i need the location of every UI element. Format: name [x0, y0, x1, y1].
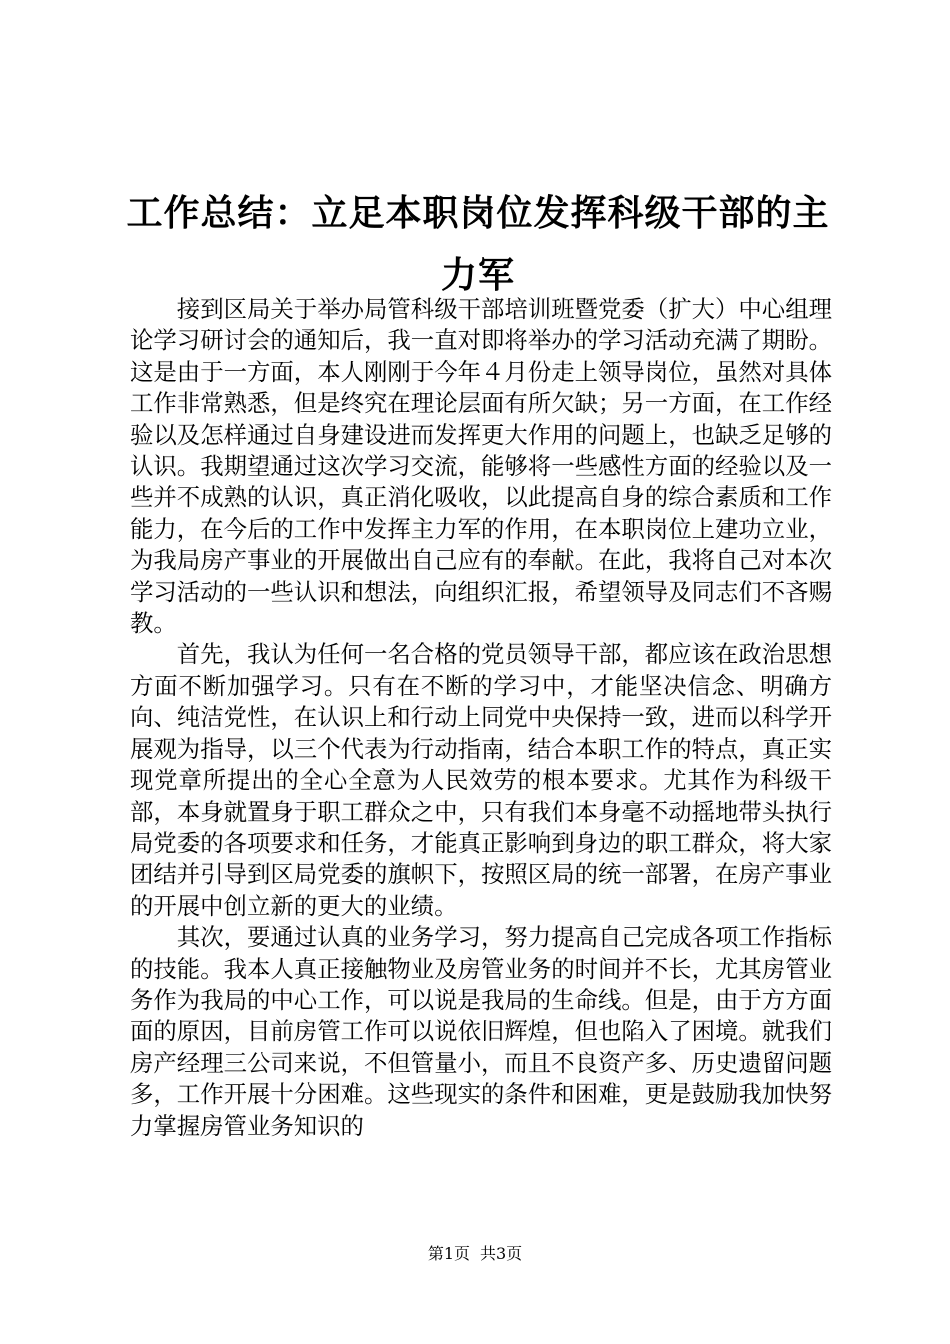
document-title: 工作总结：立足本职岗位发挥科级干部的主力军 — [126, 192, 830, 296]
paragraph: 首先，我认为任何一名合格的党员领导干部，都应该在政治思想方面不断加强学习。只有在不断的学习中，才能坚决信念、明确方向、纯洁党性，在认识上和行动上同党中央保持一致，进而以科学开展观为指导，以三个代表为行动指南，结合本职工作的特点，真正实现党章所提出的全心全意为人民效劳的根本要求。尤其作为科级干部，本身就置身于职工群众之中，只有我们本身毫不动摇地带头执行局党委的各项要求和任务，才能真正影响到身边的职工群众，将大家团结并引导到区局党委的旗帜下，按照区局的统一部署，在房产事业的开展中创立新的更大的业绩。 — [130, 640, 832, 920]
paragraph: 其次，要通过认真的业务学习，努力提高自己完成各项工作指标的技能。我本人真正接触物业及房管业务的时间并不长，尤其房管业务作为我局的中心工作，可以说是我局的生命线。但是，由于方方面面的原因，目前房管工作可以说依旧辉煌，但也陷入了困境。就我们房产经理三公司来说，不但管量小，而且不良资产多、历史遗留问题多，工作开展十分困难。这些现实的条件和困难，更是鼓励我加快努力掌握房管业务知识的 — [130, 923, 832, 1140]
document-body — [130, 294, 832, 1142]
page-number-current: 第1页 — [427, 1244, 470, 1263]
page-number-total: 共3页 — [480, 1244, 523, 1263]
paragraph: 接到区局关于举办局管科级干部培训班暨党委（扩大）中心组理论学习研讨会的通知后，我一直对即将举办的学习活动充满了期盼。这是由于一方面，本人刚刚于今年４月份走上领导岗位，虽然对具体工作非常熟悉，但是终究在理论层面有所欠缺；另一方面，在工作经验以及怎样通过自身建设进而发挥更大作用的问题上，也缺乏足够的认识。我期望通过这次学习交流，能够将一些感性方面的经验以及一些并不成熟的认识，真正消化吸收，以此提高自身的综合素质和工作能力，在今后的工作中发挥主力军的作用，在本职岗位上建功立业，为我局房产事业的开展做出自己应有的奉献。在此，我将自己对本次学习活动的一些认识和想法，向组织汇报，希望领导及同志们不吝赐教。 — [130, 295, 832, 638]
page-footer — [0, 1244, 950, 1264]
